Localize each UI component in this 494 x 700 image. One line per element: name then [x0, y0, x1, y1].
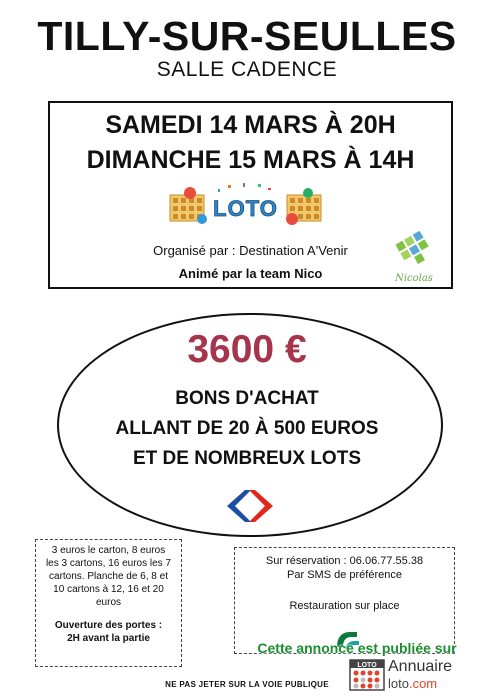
dot-com: .com	[408, 676, 438, 691]
prize-line-2: ALLANT DE 20 À 500 EUROS	[115, 418, 379, 439]
catering-note: Restauration sur place	[289, 600, 400, 612]
prize-line-1: BONS D'ACHAT	[175, 388, 319, 409]
loto-logo	[168, 183, 323, 227]
annuaire-word: Annuaire	[388, 658, 453, 675]
nicolas-logo-text: Nicolas	[395, 273, 433, 284]
pricing-line: 3 euros le carton, 8 euros	[51, 545, 166, 556]
doors-open-time: 2H avant la partie	[67, 633, 150, 644]
loto-logo-text: LOTO	[213, 196, 278, 221]
loto-word: loto	[388, 676, 409, 691]
prize-amount: 3600 €	[187, 328, 307, 371]
pricing-line: 10 cartons à 12, 16 et 20	[53, 584, 164, 595]
pricing-line: les 3 cartons, 16 euros les 7	[45, 558, 172, 569]
lottery-icon-text: LOTO	[357, 662, 377, 669]
venue-subtitle: SALLE CADENCE	[156, 58, 338, 81]
dates-box	[48, 101, 453, 289]
organizer-text: Organisé par : Destination A'Venir	[153, 243, 348, 258]
confetti	[218, 183, 271, 192]
litter-notice: NE PAS JETER SUR LA VOIE PUBLIQUE	[165, 680, 329, 689]
nicolas-logo	[392, 231, 436, 285]
booking-sms: Par SMS de préférence	[287, 569, 402, 581]
bingo-card-left	[170, 187, 207, 224]
host-text: Animé par la team Nico	[178, 266, 323, 281]
date-saturday: SAMEDI 14 MARS À 20H	[105, 111, 396, 139]
carrefour-logo	[221, 488, 279, 524]
publication-banner[interactable]: Cette annonce est publiée sur	[257, 640, 457, 656]
booking-phone: Sur réservation : 06.06.77.55.38	[265, 555, 424, 567]
pricing-line: euros	[95, 597, 121, 608]
pricing-line: cartons. Planche de 6, 8 et	[49, 571, 168, 582]
town-title: TILLY-SUR-SEULLES	[37, 13, 457, 59]
date-sunday: DIMANCHE 15 MARS À 14H	[86, 146, 415, 174]
bingo-card-right	[286, 188, 321, 225]
prize-line-3: ET DE NOMBREUX LOTS	[132, 448, 361, 469]
pricing-box	[35, 539, 182, 667]
doors-open-label: Ouverture des portes :	[54, 620, 163, 631]
